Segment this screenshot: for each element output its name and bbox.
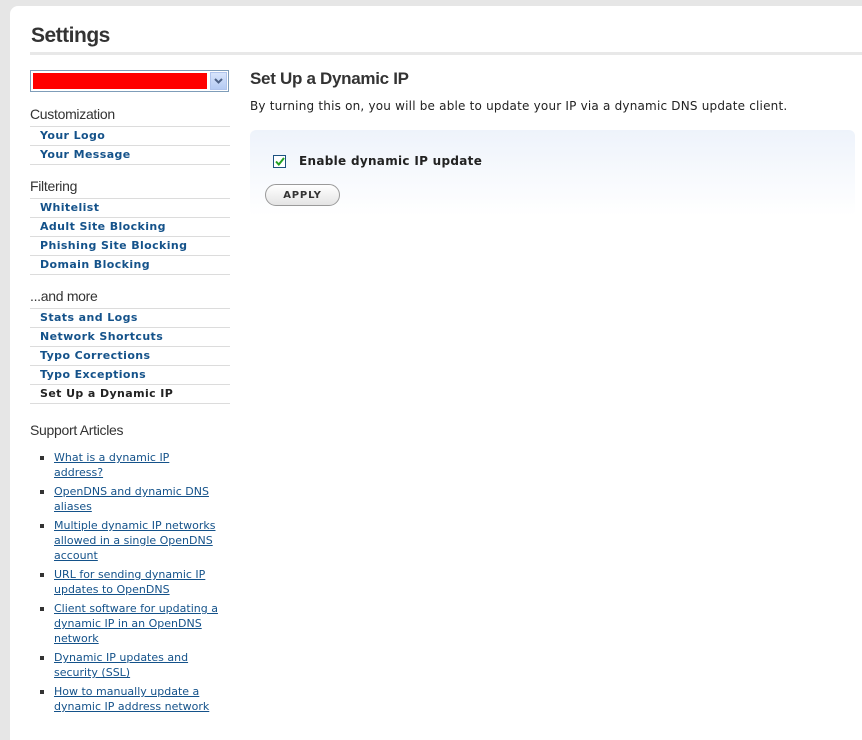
section-title-customization: Customization: [30, 106, 115, 122]
sidebar-item: [30, 328, 230, 347]
list-item: [40, 567, 220, 597]
sidebar-item: [30, 347, 230, 366]
sidebar-item: [30, 127, 230, 146]
sidebar-item: [30, 146, 230, 165]
sidebar-link-phishing-site-blocking[interactable]: Phishing Site Blocking: [40, 239, 188, 252]
sidebar-link-whitelist[interactable]: Whitelist: [40, 201, 100, 214]
sidebar-link-typo-exceptions[interactable]: Typo Exceptions: [40, 368, 147, 381]
sidebar-item: [30, 256, 230, 275]
article-link[interactable]: Multiple dynamic IP networks allowed in a single OpenDNS account: [54, 519, 216, 562]
sidebar-link-adult-site-blocking[interactable]: Adult Site Blocking: [40, 220, 166, 233]
settings-box: [250, 130, 855, 216]
settings-panel: [10, 6, 862, 740]
apply-button[interactable]: APPLY: [265, 184, 340, 206]
redacted-network-name: [33, 73, 207, 89]
sidebar-link-your-message[interactable]: Your Message: [40, 148, 131, 161]
sidebar-link-stats-and-logs[interactable]: Stats and Logs: [40, 311, 138, 324]
section-heading: Set Up a Dynamic IP: [250, 69, 409, 88]
section-title-support: Support Articles: [30, 422, 124, 438]
sidebar-link-your-logo[interactable]: Your Logo: [40, 129, 106, 142]
article-link[interactable]: How to manually update a dynamic IP address network: [54, 685, 210, 713]
article-link[interactable]: URL for sending dynamic IP updates to OpenDNS: [54, 568, 206, 596]
filtering-nav: [30, 198, 230, 275]
sidebar-item-current: [30, 385, 230, 404]
customization-nav: [30, 126, 230, 165]
sidebar-item: [30, 309, 230, 328]
list-item: [40, 450, 220, 480]
sidebar-link-network-shortcuts[interactable]: Network Shortcuts: [40, 330, 164, 343]
sidebar-item: [30, 237, 230, 256]
section-description: By turning this on, you will be able to update your IP via a dynamic DNS update client.: [250, 99, 788, 113]
section-title-more: ...and more: [30, 288, 98, 304]
article-link[interactable]: Dynamic IP updates and security (SSL): [54, 651, 189, 679]
sidebar-link-domain-blocking[interactable]: Domain Blocking: [40, 258, 151, 271]
checkmark-icon: [275, 157, 285, 166]
sidebar-link-typo-corrections[interactable]: Typo Corrections: [40, 349, 151, 362]
more-nav: [30, 308, 230, 404]
sidebar-current-dynamic-ip: Set Up a Dynamic IP: [40, 387, 174, 400]
sidebar-item: [30, 218, 230, 237]
section-title-filtering: Filtering: [30, 178, 78, 194]
list-item: [40, 650, 220, 680]
list-item: [40, 601, 220, 646]
chevron-down-icon: [214, 78, 223, 84]
network-select[interactable]: [30, 70, 229, 92]
support-articles-list: [40, 450, 220, 718]
sidebar-item: [30, 199, 230, 218]
page-title: Settings: [31, 24, 110, 47]
title-divider: [30, 52, 862, 55]
list-item: [40, 684, 220, 714]
sidebar-item: [30, 366, 230, 385]
article-link[interactable]: What is a dynamic IP address?: [54, 451, 170, 479]
enable-dynamic-ip-checkbox[interactable]: [273, 155, 286, 168]
list-item: [40, 518, 220, 563]
dropdown-button[interactable]: [210, 72, 227, 90]
list-item: [40, 484, 220, 514]
article-link[interactable]: Client software for updating a dynamic IP in an OpenDNS network: [54, 602, 218, 645]
article-link[interactable]: OpenDNS and dynamic DNS aliases: [54, 485, 209, 513]
enable-dynamic-ip-label[interactable]: Enable dynamic IP update: [299, 154, 483, 168]
